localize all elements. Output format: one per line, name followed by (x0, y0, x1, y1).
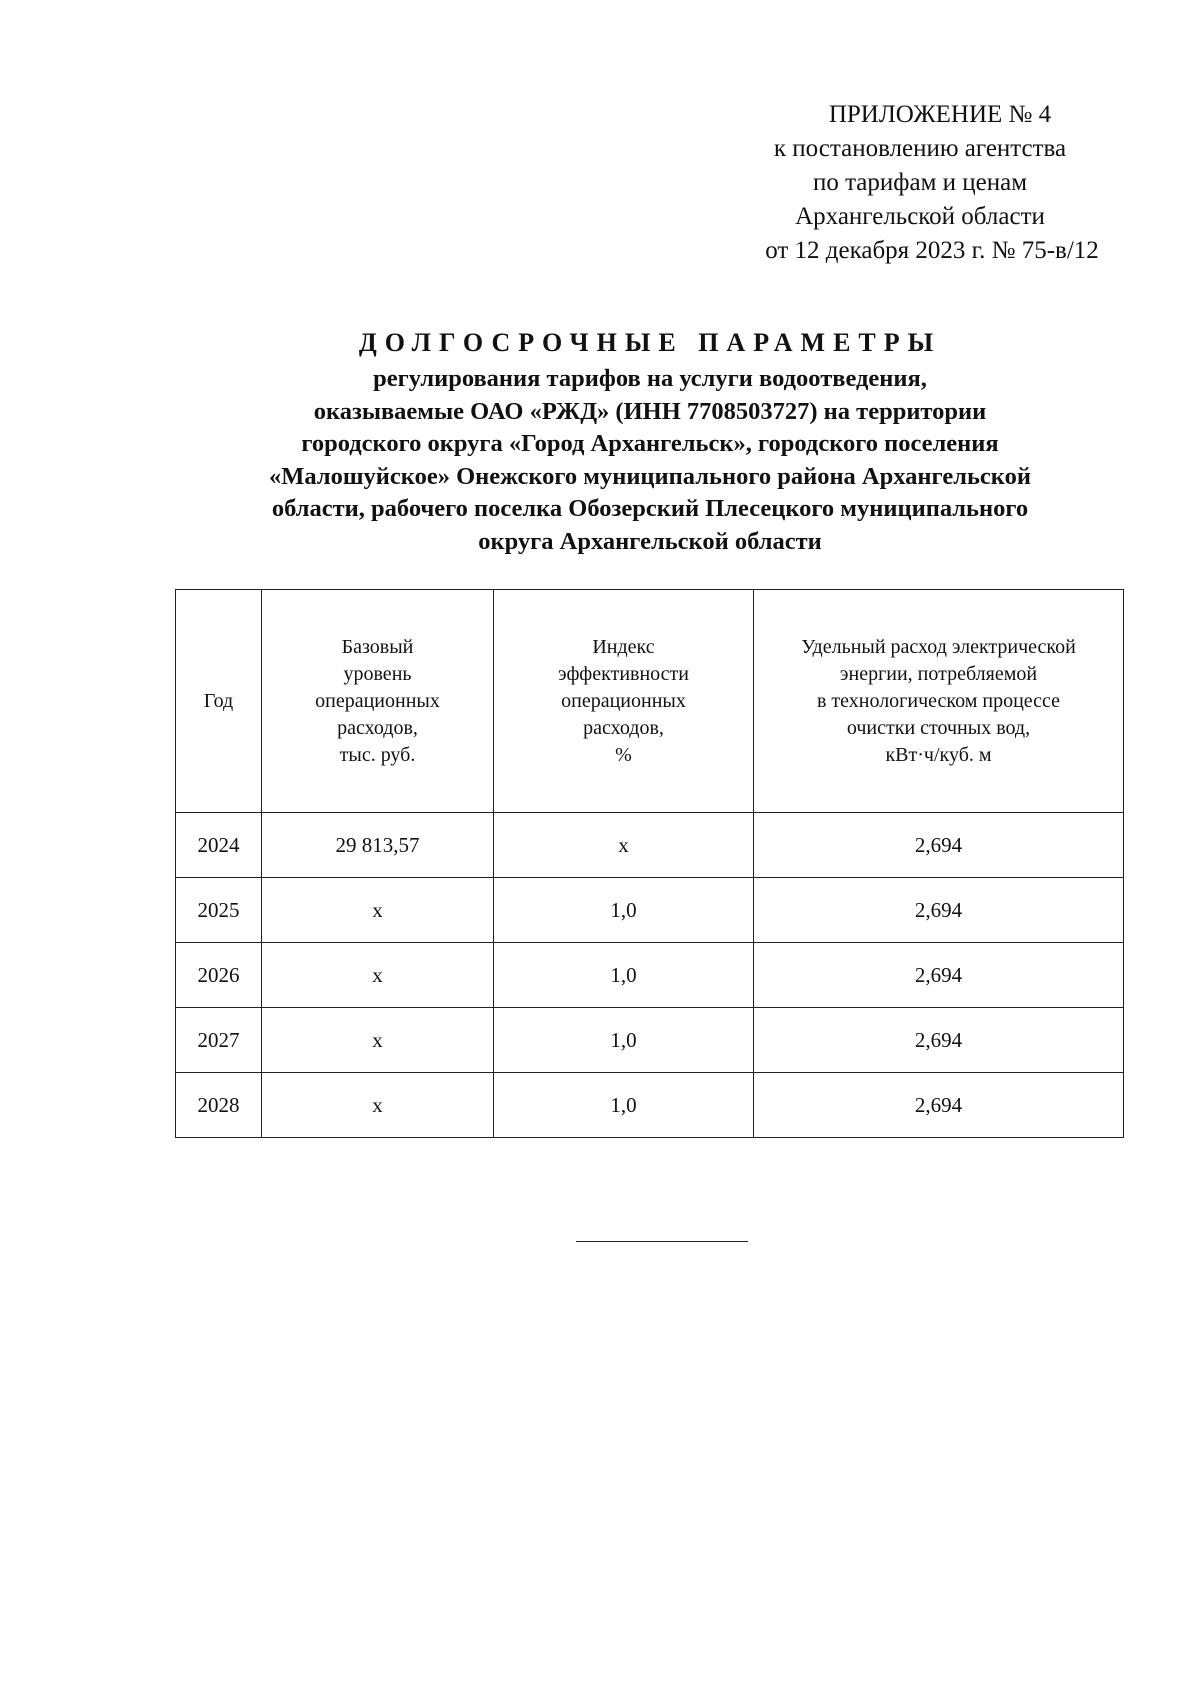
header-base-level-line: уровень (343, 662, 412, 685)
cell-energy-consumption: 2,694 (754, 943, 1124, 1008)
title-line: городского округа «Город Архангельск», городского поселения (301, 430, 999, 457)
parameters-table (175, 589, 1124, 1138)
cell-energy-consumption: 2,694 (754, 878, 1124, 943)
header-energy-line: энергии, потребляемой (839, 662, 1038, 685)
cell-base-level: х (262, 1073, 494, 1138)
appendix-date: от 12 декабря 2023 г. № 75-в/12 (765, 237, 1099, 264)
cell-base-level: х (262, 1008, 494, 1073)
title-heading: ДОЛГОСРОЧНЫЕ ПАРАМЕТРЫ (358, 328, 942, 357)
document-title (150, 325, 1150, 558)
header-energy-line: Удельный расход электрической (801, 635, 1076, 658)
cell-efficiency-index: 1,0 (494, 1073, 754, 1138)
title-line: регулирования тарифов на услуги водоотведения, (373, 365, 927, 392)
header-efficiency-line: эффективности (557, 662, 689, 685)
header-energy-line: очистки сточных вод, (846, 716, 1031, 739)
title-line: оказываемые ОАО «РЖД» (ИНН 7708503727) на территории (313, 397, 987, 425)
cell-year: 2024 (176, 813, 262, 878)
header-efficiency-line: Индекс (592, 635, 655, 658)
header-year-label: Год (203, 689, 234, 712)
header-year (176, 590, 262, 813)
cell-base-level: х (262, 943, 494, 1008)
header-energy-consumption (754, 590, 1124, 813)
table-row (176, 943, 1124, 1008)
cell-energy-consumption: 2,694 (754, 1073, 1124, 1138)
table-row (176, 1008, 1124, 1073)
cell-base-level: х (262, 878, 494, 943)
title-line: «Малошуйское» Онежского муниципального района Архангельской (269, 462, 1031, 490)
table-header-row (176, 590, 1124, 813)
header-base-level (262, 590, 494, 813)
cell-efficiency-index: 1,0 (494, 1008, 754, 1073)
appendix-number: ПРИЛОЖЕНИЕ № 4 (828, 101, 1052, 128)
cell-year: 2025 (176, 878, 262, 943)
title-line: округа Архангельской области (478, 527, 822, 555)
appendix-agency: по тарифам и ценам (812, 169, 1028, 196)
cell-year: 2028 (176, 1073, 262, 1138)
table-row (176, 1073, 1124, 1138)
cell-year: 2026 (176, 943, 262, 1008)
appendix-resolution: к постановлению агентства (773, 135, 1067, 162)
table-row (176, 878, 1124, 943)
table-row (176, 813, 1124, 878)
cell-energy-consumption: 2,694 (754, 1008, 1124, 1073)
cell-efficiency-index: 1,0 (494, 878, 754, 943)
header-efficiency-line: расходов, (583, 716, 664, 739)
header-base-level-line: расходов, (337, 716, 418, 739)
header-base-level-line: тыс. руб. (339, 743, 416, 766)
appendix-block (700, 98, 1140, 268)
cell-base-level: 29 813,57 (262, 813, 494, 878)
title-line: области, рабочего поселка Обозерский Плесецкого муниципального (271, 495, 1029, 522)
header-base-level-line: Базовый (341, 635, 414, 658)
cell-year: 2027 (176, 1008, 262, 1073)
header-efficiency-line: % (615, 743, 632, 766)
cell-efficiency-index: 1,0 (494, 943, 754, 1008)
cell-efficiency-index: х (494, 813, 754, 878)
header-energy-line: кВт·ч/куб. м (885, 743, 992, 766)
cell-energy-consumption: 2,694 (754, 813, 1124, 878)
header-efficiency-line: операционных (561, 689, 686, 712)
header-efficiency-index (494, 590, 754, 813)
appendix-region: Архангельской области (795, 203, 1045, 230)
header-energy-line: в технологическом процессе (816, 689, 1061, 712)
closing-divider (576, 1241, 748, 1242)
header-base-level-line: операционных (315, 689, 440, 712)
